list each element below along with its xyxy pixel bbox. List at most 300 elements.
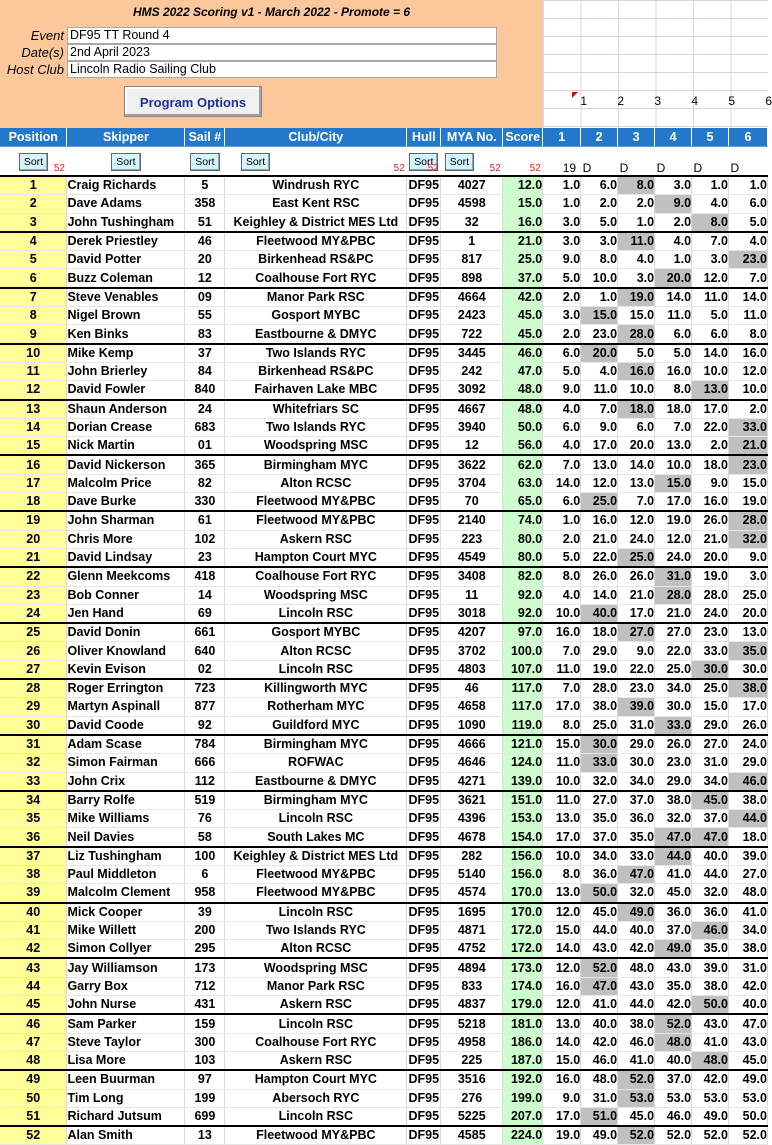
race-4-cell[interactable]: 27.0 (655, 623, 692, 642)
skipper-cell[interactable]: John Crix (67, 772, 185, 791)
club-cell[interactable]: Hampton Court MYC (225, 1070, 407, 1089)
sail-cell[interactable]: 01 (185, 437, 225, 456)
race-3-cell[interactable]: 40.0 (618, 921, 655, 939)
race-1-cell[interactable]: 9.0 (543, 251, 581, 269)
position-cell[interactable]: 39 (0, 884, 67, 903)
sail-cell[interactable]: 199 (185, 1089, 225, 1107)
race-6-cell[interactable]: 25.0 (728, 586, 767, 604)
sort-club-button[interactable]: Sort (241, 153, 270, 171)
race-1-cell[interactable]: 13.0 (543, 810, 581, 828)
race-3-cell[interactable]: 47.0 (618, 865, 655, 883)
race-2-cell[interactable]: 41.0 (581, 996, 618, 1015)
race-4-cell[interactable]: 46.0 (655, 1107, 692, 1126)
sail-cell[interactable]: 640 (185, 642, 225, 660)
race-2-cell[interactable]: 44.0 (581, 921, 618, 939)
mya-cell[interactable]: 722 (441, 325, 503, 344)
sail-cell[interactable]: 784 (185, 735, 225, 754)
race-3-cell[interactable]: 32.0 (618, 884, 655, 903)
race-3-cell[interactable]: 15.0 (618, 307, 655, 325)
mya-cell[interactable]: 4752 (441, 940, 503, 959)
score-cell[interactable]: 80.0 (503, 548, 543, 567)
mya-cell[interactable]: 3516 (441, 1070, 503, 1089)
position-cell[interactable]: 30 (0, 716, 67, 735)
race-4-cell[interactable]: 14.0 (655, 288, 692, 307)
race-1-cell[interactable]: 7.0 (543, 455, 581, 474)
race-4-cell[interactable]: 40.0 (655, 1051, 692, 1070)
sail-cell[interactable]: 683 (185, 418, 225, 436)
race-6-cell[interactable]: 24.0 (728, 735, 767, 754)
race-5-cell[interactable]: 1.0 (692, 176, 729, 195)
mya-cell[interactable]: 833 (441, 977, 503, 995)
sail-cell[interactable]: 330 (185, 493, 225, 512)
race-2-cell[interactable]: 2.0 (581, 195, 618, 213)
race-4-cell[interactable]: 15.0 (655, 474, 692, 492)
position-cell[interactable]: 45 (0, 996, 67, 1015)
score-cell[interactable]: 156.0 (503, 847, 543, 866)
race-2-cell[interactable]: 29.0 (581, 642, 618, 660)
race-6-cell[interactable]: 32.0 (728, 530, 767, 548)
race-1-cell[interactable]: 9.0 (543, 1089, 581, 1107)
hull-cell[interactable]: DF95 (407, 344, 441, 363)
skipper-cell[interactable]: John Sharman (67, 511, 185, 530)
score-cell[interactable]: 173.0 (503, 958, 543, 977)
mya-cell[interactable]: 4958 (441, 1033, 503, 1051)
hull-cell[interactable]: DF95 (407, 642, 441, 660)
sail-cell[interactable]: 699 (185, 1107, 225, 1126)
position-cell[interactable]: 9 (0, 325, 67, 344)
mya-cell[interactable]: 3940 (441, 418, 503, 436)
race-3-cell[interactable]: 45.0 (618, 1107, 655, 1126)
race-5-cell[interactable]: 47.0 (692, 828, 729, 847)
sail-cell[interactable]: 92 (185, 716, 225, 735)
race-3-cell[interactable]: 31.0 (618, 716, 655, 735)
race-1-cell[interactable]: 7.0 (543, 679, 581, 698)
position-cell[interactable]: 44 (0, 977, 67, 995)
position-cell[interactable]: 48 (0, 1051, 67, 1070)
race-1-cell[interactable]: 5.0 (543, 362, 581, 380)
club-cell[interactable]: Killingworth MYC (225, 679, 407, 698)
race-4-cell[interactable]: 31.0 (655, 567, 692, 586)
race-1-cell[interactable]: 10.0 (543, 772, 581, 791)
race-6-cell[interactable]: 34.0 (728, 921, 767, 939)
race-2-cell[interactable]: 30.0 (581, 735, 618, 754)
skipper-cell[interactable]: Sam Parker (67, 1014, 185, 1033)
race-2-cell[interactable]: 7.0 (581, 400, 618, 419)
race-4-cell[interactable]: 52.0 (655, 1126, 692, 1145)
position-cell[interactable]: 31 (0, 735, 67, 754)
score-cell[interactable]: 187.0 (503, 1051, 543, 1070)
club-cell[interactable]: ROFWAC (225, 754, 407, 772)
mya-cell[interactable]: 1 (441, 232, 503, 251)
race-2-cell[interactable]: 17.0 (581, 437, 618, 456)
race-5-cell[interactable]: 35.0 (692, 940, 729, 959)
race-1-cell[interactable]: 8.0 (543, 865, 581, 883)
race-3-cell[interactable]: 17.0 (618, 604, 655, 623)
race-2-cell[interactable]: 27.0 (581, 791, 618, 810)
skipper-cell[interactable]: Dave Adams (67, 195, 185, 213)
event-field[interactable]: DF95 TT Round 4 (67, 27, 497, 44)
position-cell[interactable]: 22 (0, 567, 67, 586)
race-1-cell[interactable]: 5.0 (543, 548, 581, 567)
mya-cell[interactable]: 3621 (441, 791, 503, 810)
race-6-cell[interactable]: 53.0 (728, 1089, 767, 1107)
skipper-cell[interactable]: Nigel Brown (67, 307, 185, 325)
hull-cell[interactable]: DF95 (407, 1107, 441, 1126)
race-1-cell[interactable]: 7.0 (543, 642, 581, 660)
sail-cell[interactable]: 6 (185, 865, 225, 883)
skipper-cell[interactable]: David Fowler (67, 381, 185, 400)
sail-cell[interactable]: 76 (185, 810, 225, 828)
club-cell[interactable]: Gosport MYBC (225, 623, 407, 642)
race-2-cell[interactable]: 26.0 (581, 567, 618, 586)
race-2-cell[interactable]: 42.0 (581, 1033, 618, 1051)
skipper-cell[interactable]: Shaun Anderson (67, 400, 185, 419)
race-3-cell[interactable]: 22.0 (618, 660, 655, 679)
race-3-cell[interactable]: 14.0 (618, 455, 655, 474)
skipper-cell[interactable]: Garry Box (67, 977, 185, 995)
race-5-cell[interactable]: 3.0 (692, 251, 729, 269)
skipper-cell[interactable]: David Lindsay (67, 548, 185, 567)
skipper-cell[interactable]: Mike Williams (67, 810, 185, 828)
race-3-cell[interactable]: 38.0 (618, 1014, 655, 1033)
hull-cell[interactable]: DF95 (407, 679, 441, 698)
score-cell[interactable]: 154.0 (503, 828, 543, 847)
race-1-cell[interactable]: 12.0 (543, 958, 581, 977)
race-1-cell[interactable]: 5.0 (543, 269, 581, 288)
club-cell[interactable]: Fleetwood MY&PBC (225, 884, 407, 903)
sail-cell[interactable]: 519 (185, 791, 225, 810)
race-5-cell[interactable]: 9.0 (692, 474, 729, 492)
skipper-cell[interactable]: Steve Venables (67, 288, 185, 307)
position-cell[interactable]: 10 (0, 344, 67, 363)
race-5-cell[interactable]: 16.0 (692, 493, 729, 512)
race-1-cell[interactable]: 4.0 (543, 400, 581, 419)
mya-cell[interactable]: 3702 (441, 642, 503, 660)
club-cell[interactable]: Fairhaven Lake MBC (225, 381, 407, 400)
race-3-cell[interactable]: 34.0 (618, 772, 655, 791)
race-3-cell[interactable]: 13.0 (618, 474, 655, 492)
race-6-cell[interactable]: 48.0 (728, 884, 767, 903)
race-6-cell[interactable]: 6.0 (728, 195, 767, 213)
race-6-cell[interactable]: 29.0 (728, 754, 767, 772)
hull-cell[interactable]: DF95 (407, 418, 441, 436)
race-5-cell[interactable]: 37.0 (692, 810, 729, 828)
sail-cell[interactable]: 55 (185, 307, 225, 325)
score-cell[interactable]: 16.0 (503, 213, 543, 232)
race-5-cell[interactable]: 44.0 (692, 865, 729, 883)
race-2-cell[interactable]: 28.0 (581, 679, 618, 698)
mya-cell[interactable]: 4549 (441, 548, 503, 567)
club-cell[interactable]: Askern RSC (225, 530, 407, 548)
sail-cell[interactable]: 39 (185, 903, 225, 922)
race-2-cell[interactable]: 13.0 (581, 455, 618, 474)
hull-cell[interactable]: DF95 (407, 884, 441, 903)
hull-cell[interactable]: DF95 (407, 400, 441, 419)
sail-cell[interactable]: 173 (185, 958, 225, 977)
race-2-cell[interactable]: 11.0 (581, 381, 618, 400)
position-cell[interactable]: 27 (0, 660, 67, 679)
position-cell[interactable]: 28 (0, 679, 67, 698)
race-1-cell[interactable]: 12.0 (543, 996, 581, 1015)
race-1-cell[interactable]: 17.0 (543, 1107, 581, 1126)
club-cell[interactable]: Birkenhead RS&PC (225, 362, 407, 380)
race-4-cell[interactable]: 52.0 (655, 1014, 692, 1033)
mya-cell[interactable]: 4207 (441, 623, 503, 642)
club-cell[interactable]: Alton RCSC (225, 940, 407, 959)
hull-cell[interactable]: DF95 (407, 977, 441, 995)
sail-cell[interactable]: 358 (185, 195, 225, 213)
race-1-cell[interactable]: 1.0 (543, 195, 581, 213)
skipper-cell[interactable]: Jen Hand (67, 604, 185, 623)
race-5-cell[interactable]: 22.0 (692, 418, 729, 436)
skipper-cell[interactable]: Steve Taylor (67, 1033, 185, 1051)
mya-cell[interactable]: 5225 (441, 1107, 503, 1126)
race-4-cell[interactable]: 13.0 (655, 437, 692, 456)
race-1-cell[interactable]: 3.0 (543, 307, 581, 325)
club-cell[interactable]: East Kent RSC (225, 195, 407, 213)
skipper-cell[interactable]: Derek Priestley (67, 232, 185, 251)
club-cell[interactable]: Lincoln RSC (225, 903, 407, 922)
skipper-cell[interactable]: David Nickerson (67, 455, 185, 474)
race-4-cell[interactable]: 36.0 (655, 903, 692, 922)
sail-cell[interactable]: 82 (185, 474, 225, 492)
sort-sail-button[interactable]: Sort (190, 153, 219, 171)
race-4-cell[interactable]: 5.0 (655, 344, 692, 363)
score-cell[interactable]: 74.0 (503, 511, 543, 530)
club-cell[interactable]: South Lakes MC (225, 828, 407, 847)
race-5-cell[interactable]: 5.0 (692, 307, 729, 325)
race-3-cell[interactable]: 28.0 (618, 325, 655, 344)
mya-cell[interactable]: 5140 (441, 865, 503, 883)
hull-cell[interactable]: DF95 (407, 604, 441, 623)
race-1-cell[interactable]: 13.0 (543, 884, 581, 903)
score-cell[interactable]: 48.0 (503, 400, 543, 419)
score-cell[interactable]: 224.0 (503, 1126, 543, 1145)
race-4-cell[interactable]: 29.0 (655, 772, 692, 791)
race-4-cell[interactable]: 12.0 (655, 530, 692, 548)
hull-cell[interactable]: DF95 (407, 1051, 441, 1070)
score-cell[interactable]: 170.0 (503, 884, 543, 903)
position-cell[interactable]: 12 (0, 381, 67, 400)
race-1-cell[interactable]: 2.0 (543, 530, 581, 548)
race-3-cell[interactable]: 41.0 (618, 1051, 655, 1070)
race-2-cell[interactable]: 15.0 (581, 307, 618, 325)
race-1-cell[interactable]: 16.0 (543, 977, 581, 995)
race-6-cell[interactable]: 47.0 (728, 1014, 767, 1033)
sail-cell[interactable]: 112 (185, 772, 225, 791)
race-5-cell[interactable]: 4.0 (692, 195, 729, 213)
race-6-cell[interactable]: 9.0 (728, 548, 767, 567)
mya-cell[interactable]: 32 (441, 213, 503, 232)
score-cell[interactable]: 172.0 (503, 940, 543, 959)
hull-cell[interactable]: DF95 (407, 511, 441, 530)
skipper-cell[interactable]: Martyn Aspinall (67, 698, 185, 716)
race-5-cell[interactable]: 7.0 (692, 232, 729, 251)
race-6-cell[interactable]: 12.0 (728, 362, 767, 380)
race-6-cell[interactable]: 8.0 (728, 325, 767, 344)
position-cell[interactable]: 11 (0, 362, 67, 380)
race-6-cell[interactable]: 26.0 (728, 716, 767, 735)
sail-cell[interactable]: 712 (185, 977, 225, 995)
mya-cell[interactable]: 2140 (441, 511, 503, 530)
race-5-cell[interactable]: 38.0 (692, 977, 729, 995)
score-cell[interactable]: 100.0 (503, 642, 543, 660)
score-cell[interactable]: 172.0 (503, 921, 543, 939)
sail-cell[interactable]: 46 (185, 232, 225, 251)
skipper-cell[interactable]: Mike Willett (67, 921, 185, 939)
skipper-cell[interactable]: David Coode (67, 716, 185, 735)
sail-cell[interactable]: 02 (185, 660, 225, 679)
position-cell[interactable]: 42 (0, 940, 67, 959)
race-5-cell[interactable]: 20.0 (692, 548, 729, 567)
race-1-cell[interactable]: 14.0 (543, 940, 581, 959)
club-cell[interactable]: Askern RSC (225, 1051, 407, 1070)
hull-cell[interactable]: DF95 (407, 1033, 441, 1051)
club-cell[interactable]: Fleetwood MY&PBC (225, 493, 407, 512)
race-5-cell[interactable]: 33.0 (692, 642, 729, 660)
skipper-cell[interactable]: Buzz Coleman (67, 269, 185, 288)
race-2-cell[interactable]: 32.0 (581, 772, 618, 791)
club-cell[interactable]: Lincoln RSC (225, 1014, 407, 1033)
position-cell[interactable]: 47 (0, 1033, 67, 1051)
race-3-cell[interactable]: 19.0 (618, 288, 655, 307)
mya-cell[interactable]: 4396 (441, 810, 503, 828)
race-3-cell[interactable]: 2.0 (618, 195, 655, 213)
sail-cell[interactable]: 51 (185, 213, 225, 232)
score-cell[interactable]: 63.0 (503, 474, 543, 492)
position-cell[interactable]: 25 (0, 623, 67, 642)
race-6-cell[interactable]: 23.0 (728, 455, 767, 474)
race-5-cell[interactable]: 8.0 (692, 213, 729, 232)
race-3-cell[interactable]: 11.0 (618, 232, 655, 251)
race-6-cell[interactable]: 41.0 (728, 903, 767, 922)
race-6-cell[interactable]: 18.0 (728, 828, 767, 847)
skipper-cell[interactable]: Simon Fairman (67, 754, 185, 772)
race-6-cell[interactable]: 23.0 (728, 251, 767, 269)
skipper-cell[interactable]: Glenn Meekcoms (67, 567, 185, 586)
hull-cell[interactable]: DF95 (407, 437, 441, 456)
race-1-cell[interactable]: 15.0 (543, 735, 581, 754)
club-cell[interactable]: Keighley & District MES Ltd (225, 847, 407, 866)
position-cell[interactable]: 4 (0, 232, 67, 251)
score-cell[interactable]: 15.0 (503, 195, 543, 213)
race-6-cell[interactable]: 30.0 (728, 660, 767, 679)
mya-cell[interactable]: 4667 (441, 400, 503, 419)
position-cell[interactable]: 43 (0, 958, 67, 977)
hull-cell[interactable]: DF95 (407, 195, 441, 213)
hull-cell[interactable]: DF95 (407, 176, 441, 195)
race-6-cell[interactable]: 38.0 (728, 940, 767, 959)
race-4-cell[interactable]: 34.0 (655, 679, 692, 698)
mya-cell[interactable]: 5218 (441, 1014, 503, 1033)
race-4-cell[interactable]: 28.0 (655, 586, 692, 604)
race-4-cell[interactable]: 38.0 (655, 791, 692, 810)
club-cell[interactable]: Rotherham MYC (225, 698, 407, 716)
sail-cell[interactable]: 295 (185, 940, 225, 959)
race-3-cell[interactable]: 43.0 (618, 977, 655, 995)
club-cell[interactable]: Whitefriars SC (225, 400, 407, 419)
score-cell[interactable]: 45.0 (503, 307, 543, 325)
skipper-cell[interactable]: Mick Cooper (67, 903, 185, 922)
race-1-cell[interactable]: 8.0 (543, 716, 581, 735)
hull-cell[interactable]: DF95 (407, 307, 441, 325)
club-cell[interactable]: Lincoln RSC (225, 660, 407, 679)
race-6-cell[interactable]: 50.0 (728, 1107, 767, 1126)
race-1-cell[interactable]: 17.0 (543, 828, 581, 847)
score-cell[interactable]: 97.0 (503, 623, 543, 642)
mya-cell[interactable]: 4574 (441, 884, 503, 903)
race-6-cell[interactable]: 16.0 (728, 344, 767, 363)
hull-cell[interactable]: DF95 (407, 958, 441, 977)
race-1-cell[interactable]: 11.0 (543, 754, 581, 772)
race-4-cell[interactable]: 20.0 (655, 269, 692, 288)
race-6-cell[interactable]: 1.0 (728, 176, 767, 195)
score-cell[interactable]: 117.0 (503, 679, 543, 698)
race-6-cell[interactable]: 38.0 (728, 791, 767, 810)
position-cell[interactable]: 17 (0, 474, 67, 492)
race-4-cell[interactable]: 30.0 (655, 698, 692, 716)
race-1-cell[interactable]: 1.0 (543, 176, 581, 195)
race-6-cell[interactable]: 17.0 (728, 698, 767, 716)
race-4-cell[interactable]: 42.0 (655, 996, 692, 1015)
race-5-cell[interactable]: 52.0 (692, 1126, 729, 1145)
sail-cell[interactable]: 840 (185, 381, 225, 400)
position-cell[interactable]: 35 (0, 810, 67, 828)
mya-cell[interactable]: 4646 (441, 754, 503, 772)
race-2-cell[interactable]: 46.0 (581, 1051, 618, 1070)
sail-cell[interactable]: 23 (185, 548, 225, 567)
race-3-cell[interactable]: 1.0 (618, 213, 655, 232)
race-3-cell[interactable]: 37.0 (618, 791, 655, 810)
race-6-cell[interactable]: 52.0 (728, 1126, 767, 1145)
race-4-cell[interactable]: 18.0 (655, 400, 692, 419)
skipper-cell[interactable]: Simon Collyer (67, 940, 185, 959)
score-cell[interactable]: 170.0 (503, 903, 543, 922)
position-cell[interactable]: 5 (0, 251, 67, 269)
mya-cell[interactable]: 3408 (441, 567, 503, 586)
club-cell[interactable]: Alton RCSC (225, 642, 407, 660)
mya-cell[interactable]: 282 (441, 847, 503, 866)
club-cell[interactable]: Manor Park RSC (225, 977, 407, 995)
position-cell[interactable]: 18 (0, 493, 67, 512)
sort-position-button[interactable]: Sort (19, 153, 48, 171)
mya-cell[interactable]: 4585 (441, 1126, 503, 1145)
race-2-cell[interactable]: 22.0 (581, 548, 618, 567)
race-3-cell[interactable]: 4.0 (618, 251, 655, 269)
position-cell[interactable]: 1 (0, 176, 67, 195)
club-cell[interactable]: Birmingham MYC (225, 455, 407, 474)
mya-cell[interactable]: 3622 (441, 455, 503, 474)
race-4-cell[interactable]: 10.0 (655, 455, 692, 474)
hull-cell[interactable]: DF95 (407, 586, 441, 604)
race-4-cell[interactable]: 23.0 (655, 754, 692, 772)
race-3-cell[interactable]: 29.0 (618, 735, 655, 754)
race-6-cell[interactable]: 5.0 (728, 213, 767, 232)
mya-cell[interactable]: 898 (441, 269, 503, 288)
mya-cell[interactable]: 225 (441, 1051, 503, 1070)
skipper-cell[interactable]: Ken Binks (67, 325, 185, 344)
race-4-cell[interactable]: 49.0 (655, 940, 692, 959)
race-3-cell[interactable]: 48.0 (618, 958, 655, 977)
position-cell[interactable]: 36 (0, 828, 67, 847)
club-cell[interactable]: Alton RCSC (225, 474, 407, 492)
race-6-cell[interactable]: 44.0 (728, 810, 767, 828)
race-4-cell[interactable]: 53.0 (655, 1089, 692, 1107)
club-cell[interactable]: Lincoln RSC (225, 810, 407, 828)
mya-cell[interactable]: 12 (441, 437, 503, 456)
score-cell[interactable]: 46.0 (503, 344, 543, 363)
race-1-cell[interactable]: 11.0 (543, 791, 581, 810)
